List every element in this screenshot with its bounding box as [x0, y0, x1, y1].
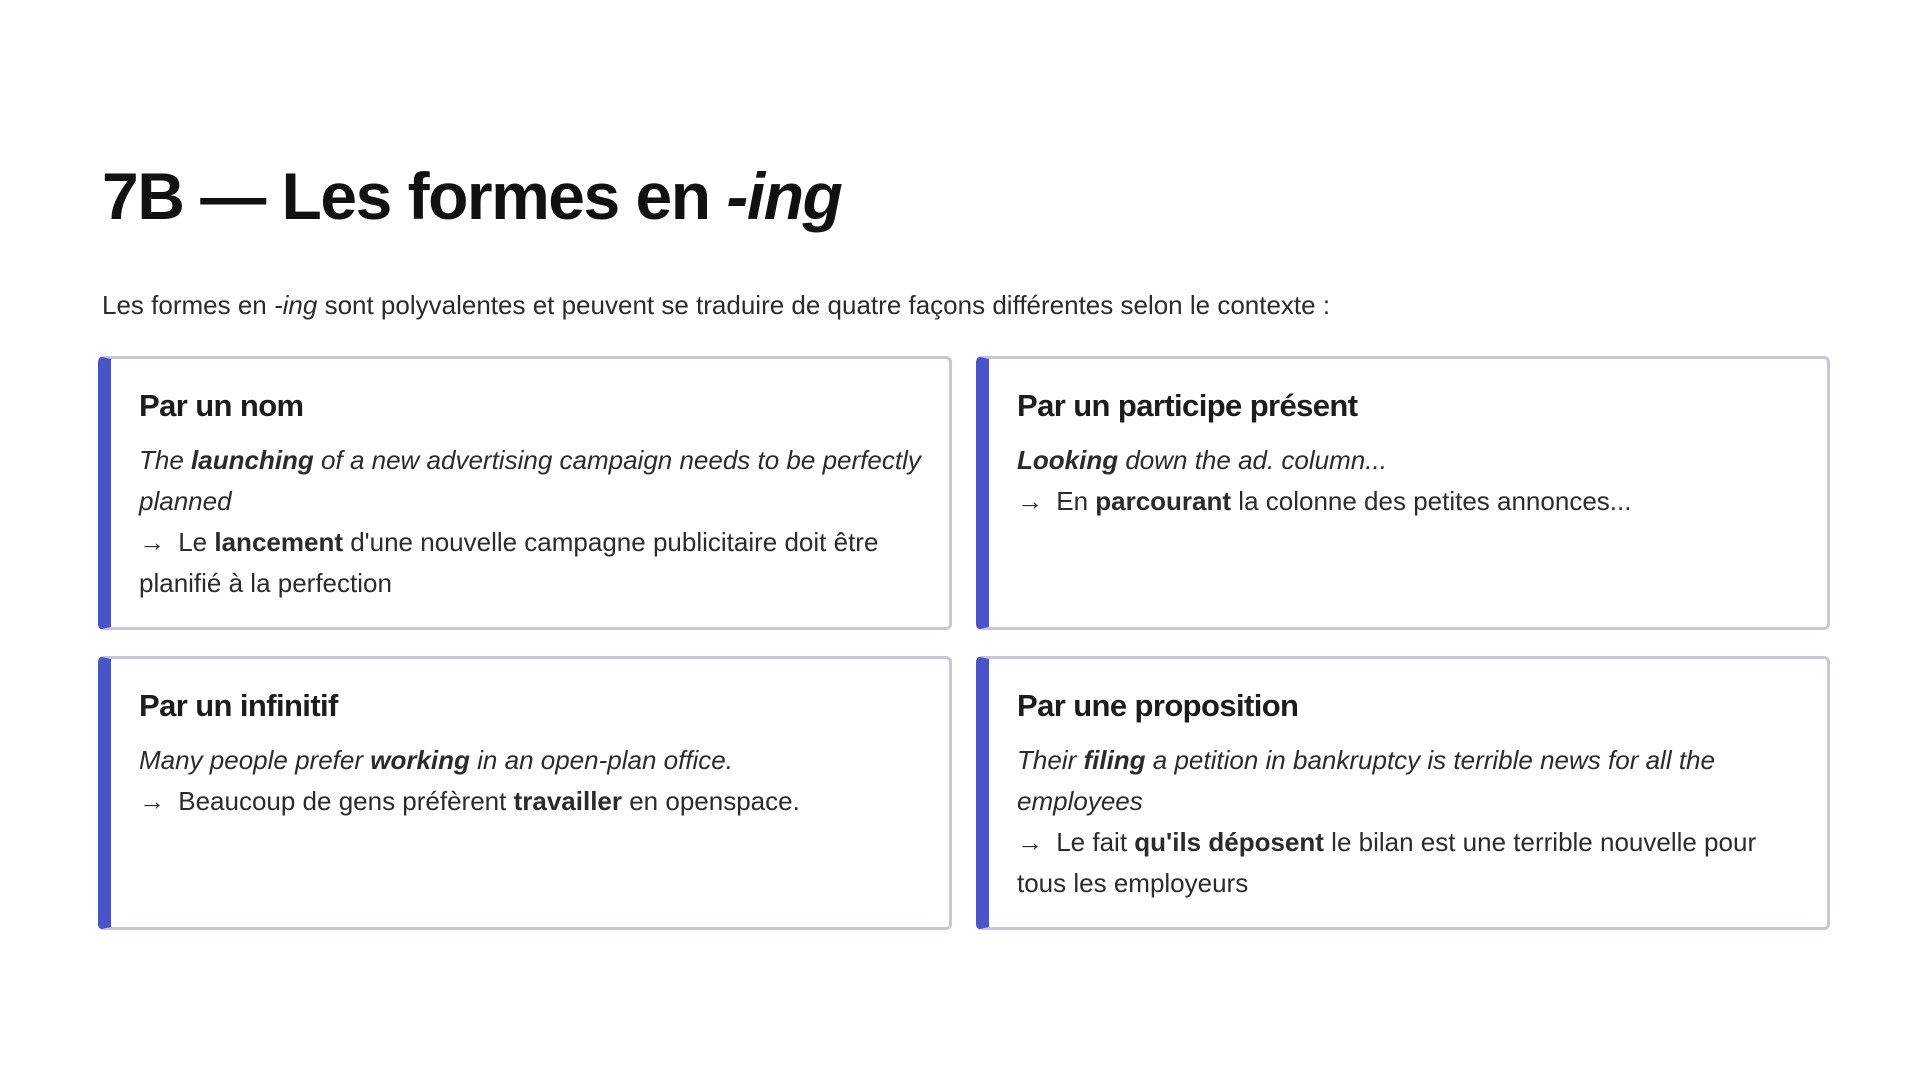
english-before: The [139, 445, 192, 476]
english-after: down the ad. column... [1118, 445, 1387, 476]
arrow-icon: → [139, 527, 165, 558]
french-before: Beaucoup de gens préfèrent [171, 786, 514, 817]
english-keyword: Looking [1017, 445, 1119, 476]
french-translation [139, 781, 921, 822]
card-body [1017, 440, 1799, 522]
french-keyword: lancement [214, 527, 343, 558]
english-example [139, 740, 921, 781]
card-participe-present [976, 356, 1830, 630]
intro-emphasis: -ing [273, 290, 318, 320]
english-example [1017, 440, 1799, 481]
french-before: Le [171, 527, 215, 558]
english-example [139, 440, 921, 522]
intro-before: Les formes en [102, 290, 274, 320]
english-keyword: working [370, 745, 470, 776]
card-title: Par un participe présent [1017, 388, 1358, 423]
card-body [139, 440, 921, 604]
title-prefix: 7B — Les formes en [102, 159, 727, 233]
french-after: d'une nouvelle campagne publicitaire doit être planifié à la perfection [139, 527, 879, 599]
french-keyword: travailler [513, 786, 622, 817]
french-after: la colonne des petites annonces... [1231, 486, 1632, 517]
french-keyword: parcourant [1095, 486, 1232, 517]
french-before: Le fait [1049, 827, 1135, 858]
card-title: Par un nom [139, 388, 304, 423]
card-proposition [976, 656, 1830, 930]
cards-grid [98, 356, 1830, 930]
english-before: Many people prefer [139, 745, 371, 776]
intro-after: sont polyvalentes et peuvent se traduire de quatre façons différentes selon le contexte : [317, 290, 1331, 320]
card-body [139, 740, 921, 822]
arrow-icon: → [1017, 486, 1043, 517]
english-after: of a new advertising campaign needs to be perfectly planned [139, 445, 921, 517]
english-keyword: filing [1083, 745, 1146, 776]
english-keyword: launching [191, 445, 314, 476]
card-title: Par une proposition [1017, 688, 1299, 723]
french-keyword: qu'ils déposent [1134, 827, 1324, 858]
title-emphasis: -ing [726, 159, 842, 233]
arrow-icon: → [1017, 827, 1043, 858]
english-example [1017, 740, 1799, 822]
page-title [102, 158, 841, 234]
english-after: a petition in bankruptcy is terrible news for all the employees [1017, 745, 1715, 817]
card-nom [98, 356, 952, 630]
card-body [1017, 740, 1799, 904]
english-after: in an open-plan office. [469, 745, 733, 776]
card-infinitif [98, 656, 952, 930]
french-translation [139, 522, 921, 604]
french-after: le bilan est une terrible nouvelle pour tous les employeurs [1017, 827, 1757, 899]
card-title: Par un infinitif [139, 688, 338, 723]
french-translation [1017, 822, 1799, 904]
english-before: Their [1017, 745, 1084, 776]
french-before: En [1049, 486, 1096, 517]
french-after: en openspace. [622, 786, 800, 817]
french-translation [1017, 481, 1799, 522]
arrow-icon: → [139, 786, 165, 817]
intro-text [102, 290, 1330, 321]
